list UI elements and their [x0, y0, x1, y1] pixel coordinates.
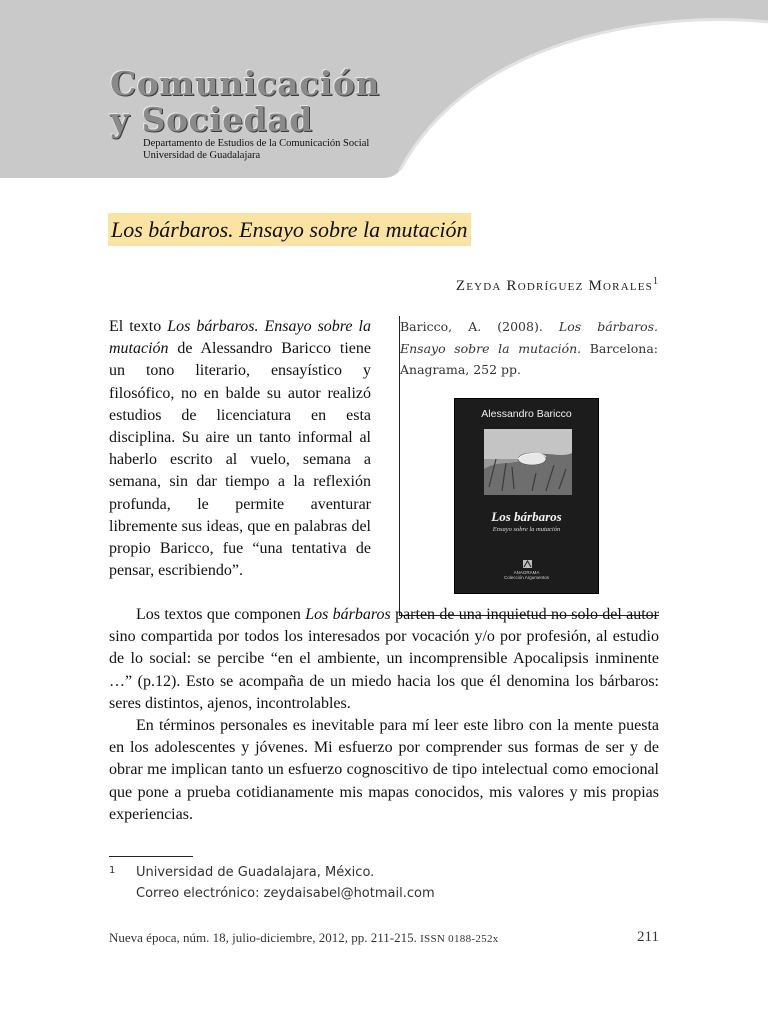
citation-publisher: Barcelona: Anagrama, 252 pp.: [400, 340, 658, 377]
cover-photo-illustration: [484, 429, 572, 495]
body-paragraph-3: En términos personales es inevitable para mí leer este libro con la mente puesta en los adolescentes y jóvenes. Mi esfuerzo por comprender sus formas de ser y de obrar me implican tanto un esfuerzo cognoscitivo de tipo intelectual como emocional que pone a prueba cotidianamente mis mapas conocidos, mis valores y mis propias experiencias.: [109, 717, 659, 823]
article-title: Los bárbaros. Ensayo sobre la mutación: [108, 213, 471, 246]
page-number: 211: [637, 929, 659, 945]
footnote: [109, 862, 609, 904]
footnote-mark: 1: [109, 865, 116, 876]
page-footer: [109, 930, 659, 946]
body-paragraph-2: [109, 604, 659, 715]
p1-rest: de Alessandro Baricco tiene un tono literario, ensayístico y filosófico, no en balde su autor realizó estudios de licenciatura en esta disciplina. Su aire un tanto informal al haberlo escrito al vuelo, semana a semana, sin dar tiempo a la reflexión profunda, le permite aventurar libremente sus ideas, que en palabras del propio Baricco, fue “una tentativa de pensar, escribiendo”.: [109, 340, 371, 580]
book-cover-image: [454, 398, 599, 594]
citation-author: Baricco, A. (2008).: [400, 319, 559, 334]
body-continued: [109, 604, 659, 826]
author-name: Zeyda Rodríguez Morales: [455, 278, 653, 294]
footer-issn: ISSN 0188-252x: [420, 933, 499, 945]
cover-publisher-block: [455, 570, 598, 580]
p2-rest: parten de una inquietud no solo del autor sino compartida por todos los interesados por vocación y/o por profesión, al estudio de lo social: se percibe “en el ambiente, un incomprensible Apocalipsis inminente …” (p.12). Esto se acompaña de un miedo hacia los que él denomina los bárbaros: seres distintos, ajenos, incontrolables.: [109, 606, 659, 712]
journal-title-line1: Comunicación: [110, 64, 380, 103]
cover-author: Alessandro Baricco: [481, 408, 572, 420]
article-author: [456, 276, 658, 295]
journal-title: [110, 66, 380, 138]
footnote-affiliation: Universidad de Guadalajara, México.: [136, 865, 375, 880]
body-paragraph-1: [109, 316, 371, 582]
citation-title: Los bárbaros. Ensayo sobre la mutación.: [400, 319, 658, 356]
book-reference-box: [399, 316, 659, 616]
cover-publisher: ANAGRAMA: [513, 570, 540, 575]
journal-title-line2: y Sociedad: [110, 100, 313, 139]
p2-lead: Los textos que componen: [136, 606, 306, 623]
cover-subtitle: Ensayo sobre la mutación: [492, 526, 561, 533]
journal-department-block: [143, 138, 369, 162]
footnote-email: Correo electrónico: zeydaisabel@hotmail.com: [136, 886, 435, 901]
journal-department: Departamento de Estudios de la Comunicación Social: [143, 138, 370, 149]
p1-book-title: Los bárbaros. Ensayo sobre la mutación: [109, 318, 371, 358]
cover-collection: Colección Argumentos: [503, 575, 550, 580]
publisher-logo-icon: [523, 560, 532, 568]
p2-book-title: Los bárbaros: [305, 606, 391, 623]
cover-title: Los bárbaros: [491, 509, 562, 524]
footer-issue: Nueva época, núm. 18, julio-diciembre, 2012, pp. 211-215.: [109, 930, 421, 945]
footnote-divider: [109, 856, 193, 857]
journal-university: Universidad de Guadalajara: [143, 150, 261, 161]
book-citation: [400, 316, 658, 381]
p1-lead: El texto: [109, 318, 168, 335]
author-footnote-mark: 1: [653, 276, 658, 287]
